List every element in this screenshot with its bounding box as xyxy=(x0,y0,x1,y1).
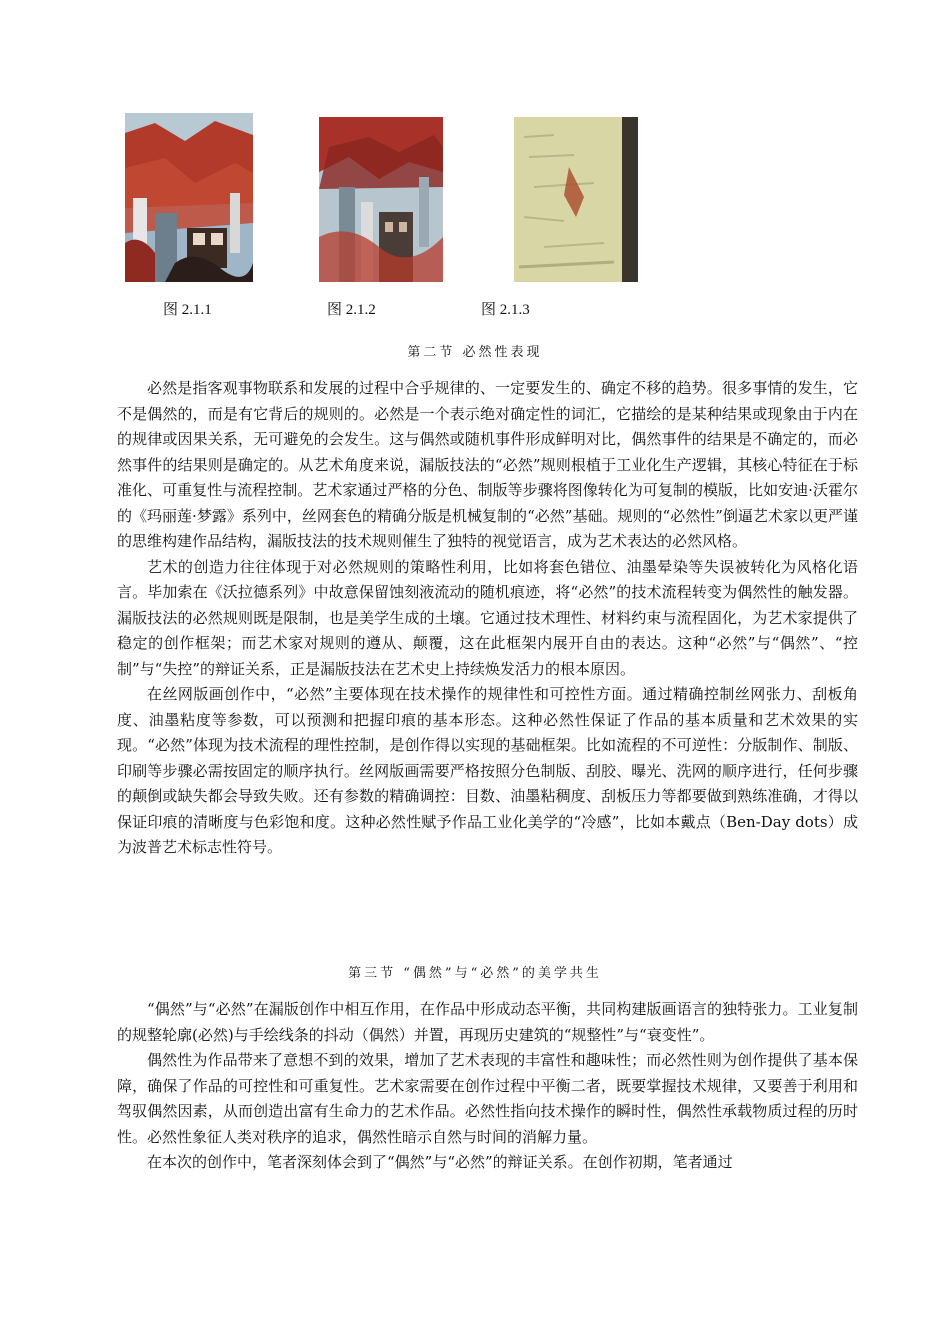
figure-caption: 图 2.1.2 xyxy=(327,302,376,318)
paragraph: 必然是指客观事物联系和发展的过程中合乎规律的、一定要发生的、确定不移的趋势。很多事情的发生，它不是偶然的，而是有它背后的规则的。必然是一个表示绝对确定性的词汇，它描绘的是某种结果或现象由于内在的规律或因果关系，无可避免的会发生。这与偶然或随机事件形成鲜明对比，偶然事件的结果是不确定的，而必然事件的结果则是确定的。从艺术角度来说，漏版技法的“必然”规则根植于工业化生产逻辑，其核心特征在于标准化、可重复性与流程控制。艺术家通过严格的分色、制版等步骤将图像转化为可复制的模版，比如安迪·沃霍尔的《玛丽莲·梦露》系列中，丝网套色的精确分版是机械复制的“必然”基础。规则的“必然性”倒逼艺术家以更严谨的思维构建作品结构，漏版技法的技术规则催生了独特的视觉语言，成为艺术表达的必然风格。 xyxy=(117,379,858,550)
section-body xyxy=(117,997,858,1176)
section-body xyxy=(117,376,858,861)
paragraph: 在本次的创作中，笔者深刻体会到了“偶然”与“必然”的辩证关系。在创作初期，笔者通过 xyxy=(147,1153,733,1171)
figure-2-1-2-image xyxy=(319,117,443,282)
paragraph: 偶然性为作品带来了意想不到的效果，增加了艺术表现的丰富性和趣味性；而必然性则为创作提供了基本保障，确保了作品的可控性和可重复性。艺术家需要在创作过程中平衡二者，既要掌握技术规律，又要善于利用和驾驭偶然因素，从而创造出富有生命力的艺术作品。必然性指向技术操作的瞬时性，偶然性承载物质过程的历时性。必然性象征人类对秩序的追求，偶然性暗示自然与时间的消解力量。 xyxy=(117,1051,858,1146)
figure-caption: 图 2.1.1 xyxy=(163,302,212,318)
paragraph: “偶然”与“必然”在漏版创作中相互作用，在作品中形成动态平衡，共同构建版画语言的独特张力。工业复制的规整轮廓(必然)与手绘线条的抖动（偶然）并置，再现历史建筑的“规整性”与“衰变性”。 xyxy=(117,1000,858,1044)
paragraph: 艺术的创造力往往体现于对必然规则的策略性利用，比如将套色错位、油墨晕染等失误被转化为风格化语言。毕加索在《沃拉德系列》中故意保留蚀刻液流动的随机痕迹，将“必然”的技术流程转变为偶然性的触发器。漏版技法的必然规则既是限制，也是美学生成的土壤。它通过技术理性、材料约束与流程固化，为艺术家提供了稳定的创作框架；而艺术家对规则的遵从、颠覆，这在此框架内展开自由的表达。这种“必然”与“偶然”、“控制”与“失控”的辩证关系，正是漏版技法在艺术史上持续焕发活力的根本原因。 xyxy=(117,557,858,678)
section-heading: 第二节 必然性表现 xyxy=(407,345,543,360)
figure-2-1-1-image xyxy=(125,113,253,282)
figure-caption: 图 2.1.3 xyxy=(481,302,530,318)
framed-yellow-print-image xyxy=(514,117,638,282)
red-industrial-print-image xyxy=(319,117,443,282)
paragraph: 在丝网版画创作中，“必然”主要体现在技术操作的规律性和可控性方面。通过精确控制丝网张力、刮板角度、油墨粘度等参数，可以预测和把握印痕的基本形态。这种必然性保证了作品的基本质量和艺术效果的实现。“必然”体现为技术流程的理性控制，是创作得以实现的基础框架。比如流程的不可逆性：分版制作、制版、印刷等步骤必需按固定的顺序执行。丝网版画需要严格按照分色制版、刮胶、曝光、洗网的顺序进行，任何步骤的颠倒或缺失都会导致失败。还有参数的精确调控：目数、油墨粘稠度、刮板压力等都要做到熟练准确，才得以保证印痕的清晰度与色彩饱和度。这种必然性赋予作品工业化美学的“冷感”，比如本戴点（Ben-Day dots）成为波普艺术标志性符号。 xyxy=(117,685,858,856)
figure-2-1-3-image xyxy=(514,117,638,282)
red-cityscape-print-image xyxy=(125,113,253,282)
section-heading: 第三节 “偶然”与“必然”的美学共生 xyxy=(348,966,602,981)
